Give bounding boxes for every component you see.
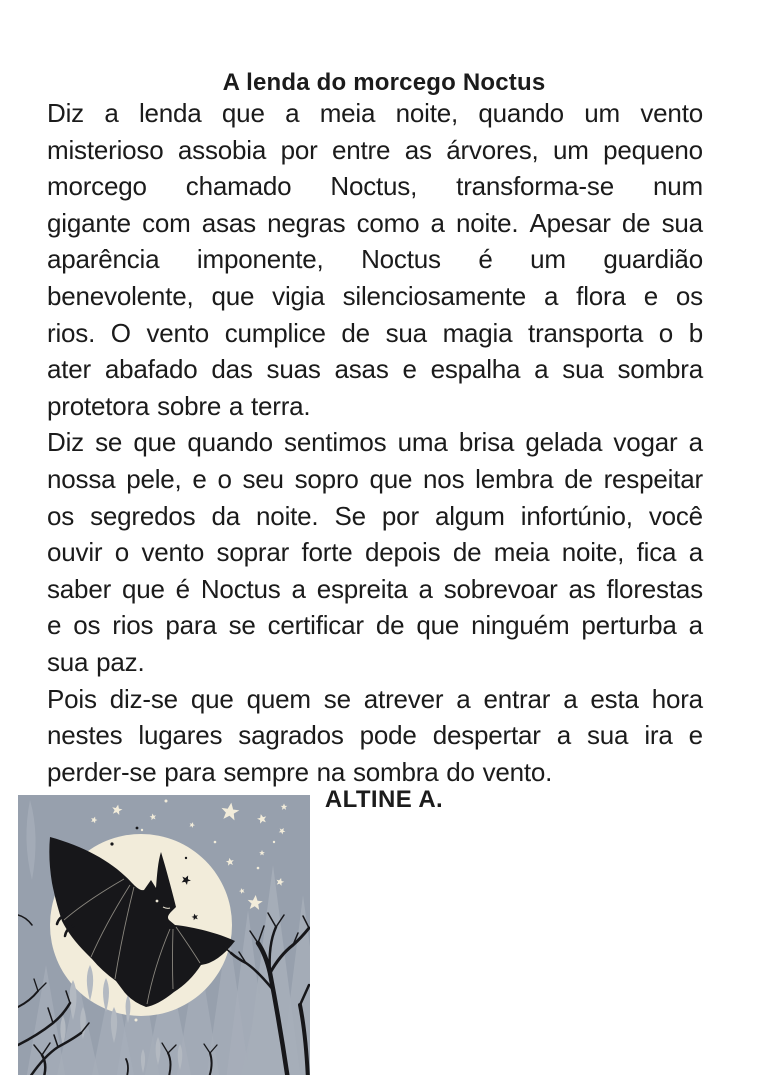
- text-line: aparência imponente, Noctus é um guardião: [47, 244, 703, 275]
- text-line: ouvir o vento soprar forte depois de meia noite, fica a: [47, 537, 703, 568]
- text-line: e os rios para se certificar de que ninguém perturba a: [47, 610, 703, 641]
- text-line: rios. O vento cumplice de sua magia transporta o b: [47, 317, 703, 348]
- bat-moon-svg: [18, 795, 310, 1075]
- text-line: os segredos da noite. Se por algum infortúnio, você: [47, 500, 703, 531]
- text-line: perder-se para sempre na sombra do vento.: [47, 756, 553, 787]
- text-line: Diz se que quando sentimos uma brisa gelada vogar a: [47, 427, 703, 458]
- body-text: [47, 95, 703, 790]
- bat-moon-illustration: [18, 795, 310, 1075]
- text-line: nestes lugares sagrados pode despertar a sua ira e: [47, 720, 703, 751]
- text-line: saber que é Noctus a espreita a sobrevoar as florestas: [47, 573, 703, 604]
- text-line: nossa pele, e o seu sopro que nos lembra de respeitar: [47, 463, 703, 494]
- text-line: ater abafado das suas asas e espalha a sua sombra: [47, 354, 703, 385]
- page-title: A lenda do morcego Noctus: [222, 69, 546, 96]
- text-line: misterioso assobia por entre as árvores, um pequeno: [47, 134, 703, 165]
- bat-eye: [156, 900, 159, 903]
- author-signature: ALTINE A.: [324, 786, 444, 813]
- text-line: Diz a lenda que a meia noite, quando um vento: [47, 98, 703, 128]
- text-line: benevolente, que vigia silenciosamente a flora e os: [47, 280, 703, 311]
- text-line: protetora sobre a terra.: [47, 390, 311, 421]
- text-line: morcego chamado Noctus, transforma-se num: [47, 171, 703, 202]
- text-line: gigante com asas negras como a noite. Apesar de sua: [47, 207, 703, 238]
- text-line: sua paz.: [47, 646, 145, 677]
- text-line: Pois diz-se que quem se atrever a entrar a esta hora: [47, 683, 703, 714]
